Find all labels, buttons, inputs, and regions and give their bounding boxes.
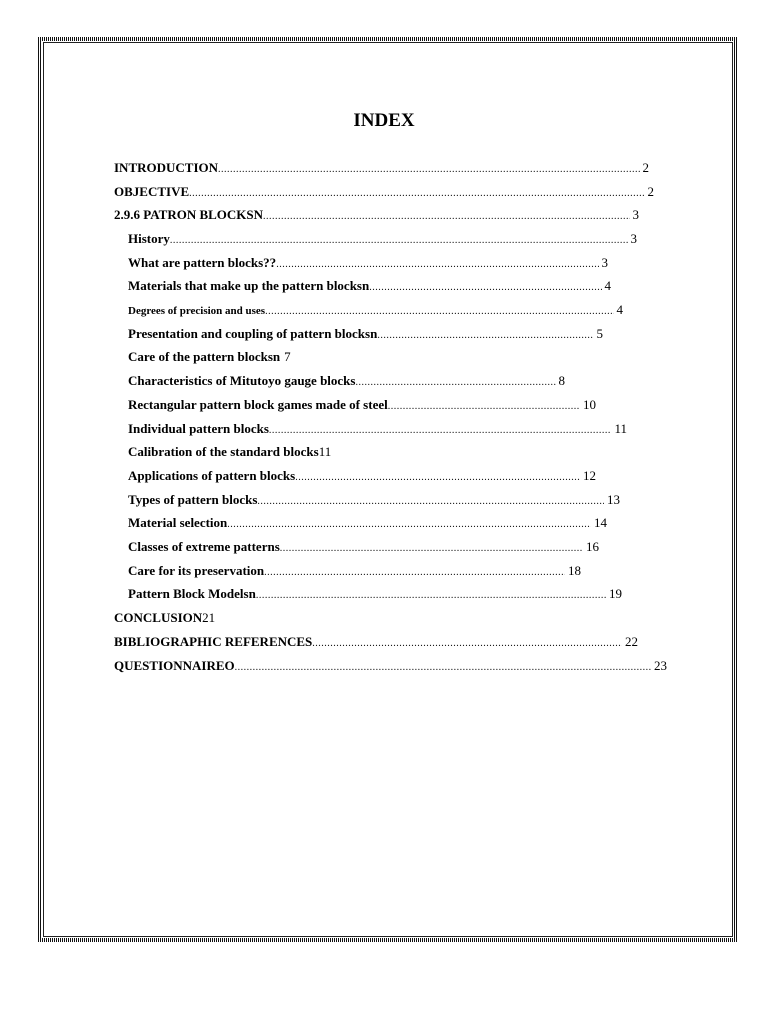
- toc-leader: [257, 492, 604, 512]
- toc-label: BIBLIOGRAPHIC REFERENCES: [114, 634, 313, 649]
- toc-leader: [388, 397, 580, 417]
- toc-leader: [295, 468, 580, 488]
- toc-leader: [312, 634, 622, 654]
- toc-leader: [269, 421, 612, 441]
- toc-label: History: [128, 231, 170, 246]
- toc-page-number: 16: [586, 539, 599, 554]
- toc-leader: [369, 278, 601, 298]
- toc-page-number: 10: [583, 397, 596, 412]
- toc-leader: [218, 160, 639, 180]
- toc-page-number: 23: [654, 658, 667, 673]
- toc-page-number: 2: [642, 160, 649, 175]
- toc-page-number: 21: [202, 610, 216, 625]
- toc-leader: [377, 326, 593, 346]
- toc-page-number: 7: [284, 349, 291, 364]
- toc-page-number: 12: [583, 468, 596, 483]
- toc-page-number: 19: [609, 586, 622, 601]
- toc-label: OBJECTIVE: [114, 184, 190, 199]
- toc-entry-what-are-pattern-blocks[interactable]: [128, 253, 608, 273]
- toc-entry-materials[interactable]: [128, 276, 611, 296]
- toc-leader: [263, 207, 629, 227]
- toc-entry-material-selection[interactable]: [128, 513, 607, 533]
- toc-entry-history[interactable]: [128, 229, 637, 249]
- toc-leader: [256, 586, 606, 606]
- toc-leader: [189, 184, 644, 204]
- toc-entry-rectangular-games[interactable]: [128, 395, 596, 415]
- toc-leader: [227, 515, 591, 535]
- toc-label: Materials that make up the pattern blocksn: [128, 278, 370, 293]
- toc-leader: [355, 373, 555, 393]
- toc-entry-objective[interactable]: [114, 182, 654, 202]
- toc-label: Types of pattern blocks: [128, 492, 258, 507]
- toc-page-number: 2: [647, 184, 654, 199]
- toc-label: Care for its preservation: [128, 563, 265, 578]
- toc-page-number: 14: [594, 515, 607, 530]
- toc-leader: [264, 563, 565, 583]
- toc-label: Rectangular pattern block games made of steel: [128, 397, 388, 412]
- toc-page-number: 22: [625, 634, 638, 649]
- toc-page-number: 4: [616, 302, 623, 317]
- toc-entry-preservation[interactable]: [128, 561, 581, 581]
- toc-entry-applications[interactable]: [128, 466, 596, 486]
- toc-entry-classes[interactable]: [128, 537, 599, 557]
- toc-entry-questionnaire[interactable]: [114, 656, 667, 676]
- toc-entry-presentation-coupling[interactable]: [128, 324, 603, 344]
- toc-page-number: 11: [614, 421, 627, 436]
- toc-label: INTRODUCTION: [114, 160, 219, 175]
- toc-label: Material selection: [128, 515, 228, 530]
- toc-entry-patron-blocks[interactable]: [114, 205, 639, 225]
- toc-label: 2.9.6 PATRON BLOCKSN: [114, 207, 264, 222]
- toc-label: Individual pattern blocks: [128, 421, 269, 436]
- toc-page-number: 18: [568, 563, 581, 578]
- toc-entry-individual-blocks[interactable]: [128, 419, 627, 439]
- toc-label: What are pattern blocks??: [128, 255, 277, 270]
- toc-entry-models[interactable]: [128, 584, 622, 604]
- toc-leader: [265, 302, 613, 322]
- toc-entry-mitutoyo-characteristics[interactable]: [128, 371, 565, 391]
- toc-label: Characteristics of Mitutoyo gauge blocks: [128, 373, 356, 388]
- toc-page-number: 3: [632, 207, 639, 222]
- toc-entry-introduction[interactable]: [114, 158, 649, 178]
- toc-label: Applications of pattern blocks: [128, 468, 296, 483]
- toc-leader: [276, 255, 598, 275]
- toc-page-number: 3: [601, 255, 608, 270]
- toc-entry-calibration[interactable]: [128, 442, 331, 462]
- toc-label: QUESTIONNAIREO: [114, 658, 235, 673]
- toc-leader: [280, 539, 583, 559]
- toc-leader: [170, 231, 628, 251]
- toc-label: Classes of extreme patterns: [128, 539, 280, 554]
- toc-label: CONCLUSION: [114, 610, 203, 625]
- toc-label: Care of the pattern blocksn: [128, 349, 281, 364]
- toc-entry-types[interactable]: [128, 490, 620, 510]
- toc-page-number: 13: [607, 492, 620, 507]
- index-title: INDEX: [353, 110, 415, 131]
- toc-page-number: 3: [630, 231, 637, 246]
- toc-label: Degrees of precision and uses: [128, 305, 266, 317]
- toc-label: Pattern Block Modelsn: [128, 586, 256, 601]
- toc-leader: [235, 658, 651, 678]
- toc-page-number: 8: [558, 373, 565, 388]
- toc-entry-bibliography[interactable]: [114, 632, 638, 652]
- toc-entry-conclusion[interactable]: [114, 608, 215, 628]
- toc-entry-degrees-of-precision[interactable]: [128, 300, 623, 320]
- toc-page-number: 11: [318, 444, 332, 459]
- toc-entry-care-of-pattern-blocks[interactable]: [128, 347, 291, 367]
- toc-page-number: 4: [604, 278, 611, 293]
- toc-label: Calibration of the standard blocks: [128, 444, 319, 459]
- toc-page-number: 5: [596, 326, 603, 341]
- toc-label: Presentation and coupling of pattern blocksn: [128, 326, 378, 341]
